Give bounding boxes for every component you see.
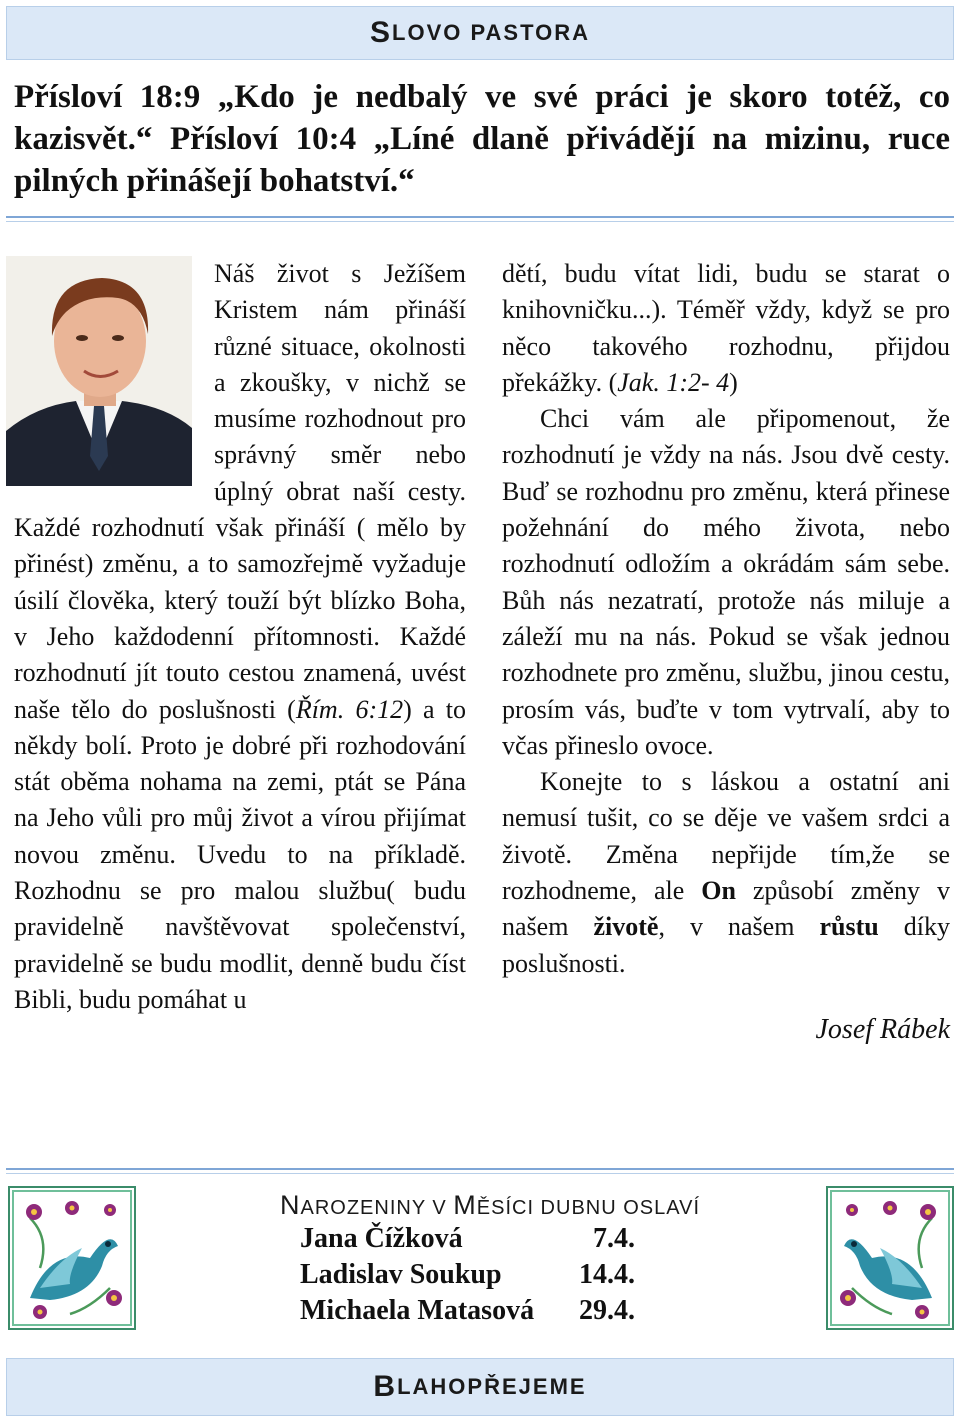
article-right-text: dětí, budu vítat lidi, budu se starat o knihovničku...). Téměř vždy, když se pro něco takového rozhodnu, přijdou překážky. ( bbox=[502, 259, 950, 397]
bold-word: růstu bbox=[819, 912, 879, 942]
title-text: AROZENINY V bbox=[300, 1197, 454, 1219]
birthday-row bbox=[200, 1257, 760, 1293]
birthday-date: 14.4. bbox=[579, 1259, 635, 1290]
paragraph-text: díky poslušnosti. bbox=[502, 912, 950, 978]
bold-word: životě bbox=[593, 912, 659, 942]
author-signature: Josef Rábek bbox=[815, 1013, 950, 1045]
birthdays-title bbox=[220, 1190, 760, 1221]
paragraph-text: , v našem bbox=[658, 912, 820, 942]
header-banner bbox=[6, 6, 954, 60]
bird-ornament-icon bbox=[826, 1186, 954, 1330]
article-column-right bbox=[502, 256, 950, 1048]
footer-title-initial: B bbox=[373, 1370, 398, 1403]
title-initial: M bbox=[453, 1190, 477, 1220]
birthday-date: 29.4. bbox=[579, 1295, 635, 1326]
header-title-initial: S bbox=[370, 16, 393, 49]
pastor-photo bbox=[6, 256, 192, 486]
birthday-row bbox=[200, 1293, 760, 1329]
article-paragraph: Chci vám ale připomenout, že rozhodnutí je vždy na nás. Jsou dvě cesty. Buď se rozhodnu pro změnu, která přinese požehnání do mého života, nebo rozhodnutí odložím a okrádám sám sebe. Bůh nás nezatratí, protože nás miluje a záleží mu na nás. Pokud se však jednou rozhodnete pro změnu, službu, jinou cestu, prosím vás, buďte v tom vytrvalí, aby to včas přineslo ovoce. bbox=[502, 404, 950, 760]
paragraph-text: způsobí změny v našem bbox=[502, 876, 950, 942]
footer-title: LAHOPŘEJEME bbox=[397, 1374, 587, 1399]
bird-ornament-icon bbox=[8, 1186, 136, 1330]
header-title: LOVO PASTORA bbox=[392, 20, 590, 45]
title-text: ĚSÍCI DUBNU OSLAVÍ bbox=[476, 1197, 700, 1219]
birthday-name: Michaela Matasová bbox=[300, 1295, 535, 1326]
article-column-left bbox=[14, 256, 466, 1018]
birthday-name: Jana Čížková bbox=[300, 1223, 463, 1254]
bible-reference: Řím. 6:12 bbox=[295, 694, 404, 724]
footer-banner bbox=[6, 1358, 954, 1416]
article-right-text-end: ) bbox=[729, 367, 738, 397]
article-left-text-end: ) a to někdy bolí. Proto je dobré při rozhodování stát oběma nohama na zemi, ptát se Pána na Jeho vůli pro můj život a vírou přijímat novou změnu. Uvedu to na příkladě. Rozhodnu se pro malou službu( budu pravidelně navštěvovat společenství, pravidelně se budu modlit, denně budu číst Bibli, budu pomáhat u bbox=[14, 694, 467, 1014]
birthdays-section bbox=[200, 1190, 760, 1329]
article-left-text: Náš život s Ježíšem Kristem nám přináší různé situace, okolnosti a zkoušky, v nichž se musíme rozhodnout pro správný směr nebo úplný obrat naší cesty. Každé rozhodnutí však přináší ( mělo by přinést) změnu, a to samozřejmě vyžaduje úsilí člověka, který touží být blízko Boha, v Jeho každodenní přítomnosti. Každé rozhodnutí jít touto cestou znamená, uvést naše tělo do poslušnosti ( bbox=[14, 259, 466, 724]
bible-reference: Jak. 1:2- 4 bbox=[617, 367, 730, 397]
birthday-row bbox=[200, 1221, 760, 1257]
article-paragraph-last bbox=[502, 764, 950, 982]
bible-verse: Přísloví 18:9 „Kdo je nedbalý ve své práci je skoro totéž, co kazisvět.“ Přísloví 10:4 „Líné dlaně přivádějí na mizinu, ruce pilných přinášejí bohatství.“ bbox=[14, 79, 950, 199]
title-initial: N bbox=[279, 1190, 301, 1220]
divider bbox=[6, 1168, 954, 1174]
birthday-date: 7.4. bbox=[593, 1223, 635, 1254]
birthday-name: Ladislav Soukup bbox=[300, 1259, 502, 1290]
divider bbox=[6, 216, 954, 222]
paragraph-text: Konejte to s láskou a ostatní ani nemusí tušit, co se děje ve vašem srdci a životě. Změna nepřijde tím,že se rozhodneme, ale bbox=[502, 767, 950, 906]
bold-word: On bbox=[701, 876, 736, 906]
